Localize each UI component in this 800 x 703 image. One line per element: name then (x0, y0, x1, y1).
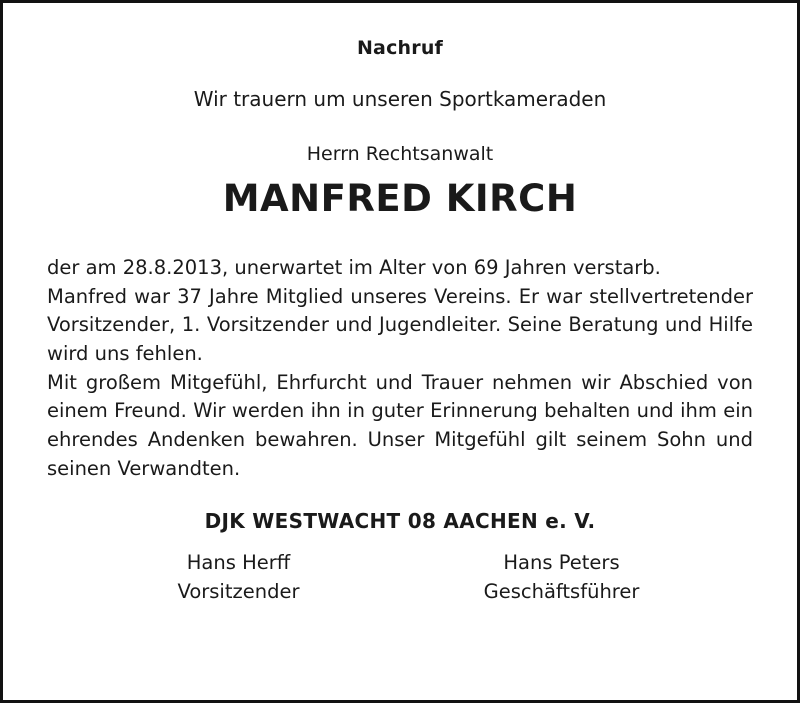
deceased-role: Herrn Rechtsanwalt (306, 143, 494, 165)
signer-managing-director (412, 551, 712, 603)
body-paragraph-1: der am 28.8.2013, unerwartet im Alter von 69 Jahren verstarb. (47, 256, 661, 279)
mourning-subline: Wir trauern um unseren Sportkameraden (193, 87, 607, 111)
signer-title: Vorsitzender (177, 580, 300, 604)
signer-name: Hans Herff (186, 551, 291, 575)
notice-heading: Nachruf (356, 37, 444, 59)
signer-chairman (89, 551, 389, 603)
signers-row (47, 551, 753, 603)
organization-name: DJK WESTWACHT 08 AACHEN e. V. (204, 509, 596, 534)
deceased-name: MANFRED KIRCH (222, 177, 578, 220)
body-paragraph-2: Manfred war 37 Jahre Mitglied unseres Vereins. Er war stellvertretender Vorsitzender, 1. Vorsitzender und Jugendleiter. Seine Beratung und Hilfe wird uns fehlen. (47, 284, 753, 365)
notice-body (47, 254, 753, 483)
signer-name: Hans Peters (503, 551, 620, 575)
body-paragraph-3: Mit großem Mitgefühl, Ehrfurcht und Trauer nehmen wir Abschied von einem Freund. Wir werden ihn in guter Erinnerung behalten und ihm ein ehrendes Andenken bewahren. Unser Mitgefühl gilt seinem Sohn und seinen Verwandten. (47, 370, 753, 480)
signer-title: Geschäftsführer (483, 580, 640, 604)
